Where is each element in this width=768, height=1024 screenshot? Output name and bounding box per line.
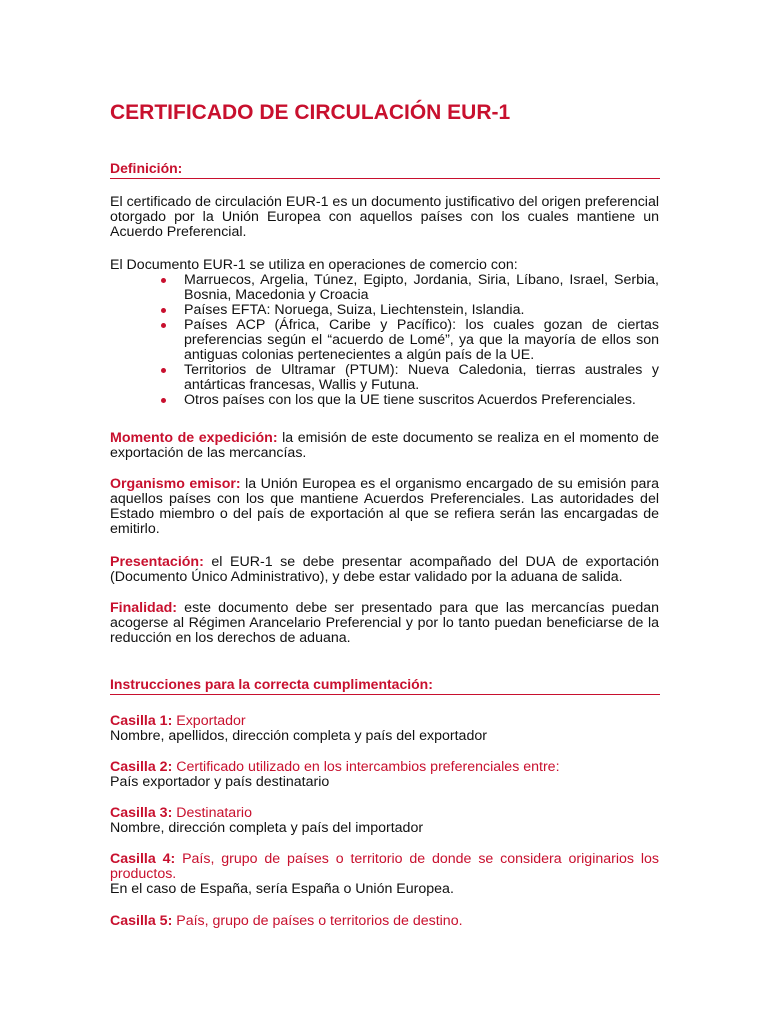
casilla-1: Casilla 1: Exportador Nombre, apellidos, dirección completa y país del exportador xyxy=(110,713,487,744)
section-heading-definicion: Definición: xyxy=(110,160,660,179)
casilla-2: Casilla 2: Certificado utilizado en los intercambios preferenciales entre: País exportador y país destinatario xyxy=(110,759,560,790)
list-item: Países ACP (África, Caribe y Pacífico): los cuales gozan de ciertas preferencias según el “acuerdo de Lomé”, ya que la mayoría de ellos son antiguas colonias pertenecientes a algún país de la UE. xyxy=(110,318,659,363)
bullet-icon xyxy=(161,368,166,373)
bullet-icon xyxy=(161,278,166,283)
label-finalidad: Finalidad: xyxy=(110,600,177,616)
paragraph-uso: El Documento EUR-1 se utiliza en operaciones de comercio con: xyxy=(110,257,518,273)
list-item: Países EFTA: Noruega, Suiza, Liechtenstein, Islandia. xyxy=(110,303,659,318)
casilla-3: Casilla 3: Destinatario Nombre, dirección completa y país del importador xyxy=(110,805,424,836)
bullet-icon xyxy=(161,398,166,403)
bullet-icon xyxy=(161,323,166,328)
list-item: Otros países con los que la UE tiene suscritos Acuerdos Preferenciales. xyxy=(110,393,659,408)
list-item: Territorios de Ultramar (PTUM): Nueva Caledonia, tierras australes y antárticas francesas, Wallis y Futuna. xyxy=(110,363,659,393)
label-presentacion: Presentación: xyxy=(110,554,204,570)
country-list xyxy=(110,273,659,408)
document-title: CERTIFICADO DE CIRCULACIÓN EUR-1 xyxy=(110,101,511,124)
casilla-5: Casilla 5: País, grupo de países o territorios de destino. xyxy=(110,913,463,929)
label-organismo: Organismo emisor: xyxy=(110,476,241,492)
paragraph-momento: Momento de expedición: la emisión de este documento se realiza en el momento de exportación de las mercancías. xyxy=(110,430,659,461)
paragraph-finalidad: Finalidad: este documento debe ser presentado para que las mercancías puedan acogerse al Régimen Arancelario Preferencial y por lo tanto puedan beneficiarse de la reducción en los derechos de aduana. xyxy=(110,600,659,646)
paragraph-intro: El certificado de circulación EUR-1 es un documento justificativo del origen preferencial otorgado por la Unión Europea con aquellos países con los cuales mantiene un Acuerdo Preferencial. xyxy=(110,194,659,240)
paragraph-presentacion: Presentación: el EUR-1 se debe presentar acompañado del DUA de exportación (Documento Único Administrativo), y debe estar validado por la aduana de salida. xyxy=(110,554,659,585)
bullet-icon xyxy=(161,308,166,313)
label-momento: Momento de expedición: xyxy=(110,430,278,446)
section-heading-instrucciones: Instrucciones para la correcta cumplimentación: xyxy=(110,676,660,695)
list-item: Marruecos, Argelia, Túnez, Egipto, Jordania, Siria, Líbano, Israel, Serbia, Bosnia, Macedonia y Croacia xyxy=(110,273,659,303)
paragraph-organismo: Organismo emisor: la Unión Europea es el organismo encargado de su emisión para aquellos países con los que mantiene Acuerdos Preferenciales. Las autoridades del Estado miembro o del país de exportación al que se refiera serán las encargadas de emitirlo. xyxy=(110,476,659,537)
casilla-4: Casilla 4: País, grupo de países o territorio de donde se considera originarios los productos. En el caso de España, sería España o Unión Europea. xyxy=(110,851,659,897)
